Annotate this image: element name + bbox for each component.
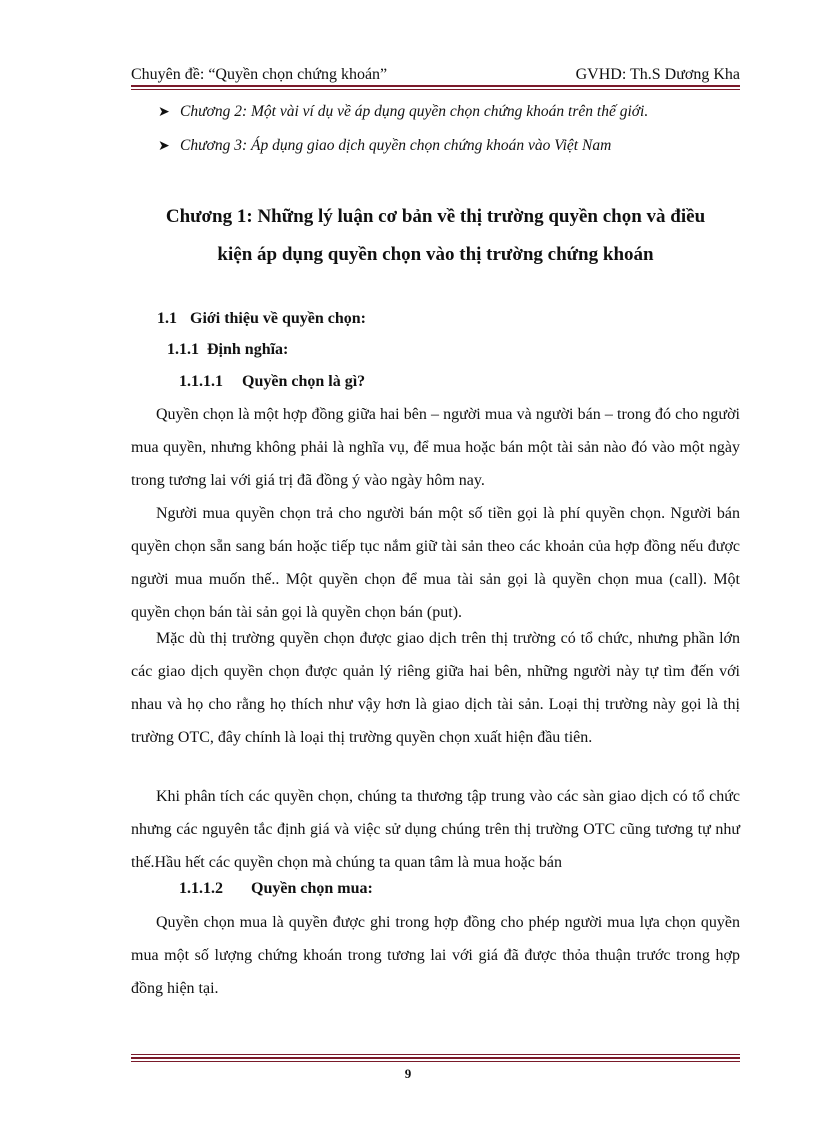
page-header <box>131 60 740 84</box>
chapter-list-item-text: Chương 3: Áp dụng giao dịch quyền chọn chứng khoán vào Việt Nam <box>180 137 612 154</box>
body-paragraph: Quyền chọn mua là quyền được ghi trong hợp đồng cho phép người mua lựa chọn quyền mua một số lượng chứng khoán trong tương lai với giá đã được thỏa thuận trước trong hợp đồng hiện tại. <box>131 914 740 997</box>
section-number: 1.1 <box>157 310 177 327</box>
section-number: 1.1.1.1 <box>179 373 223 390</box>
arrow-bullet-icon: ➤ <box>158 139 170 154</box>
header-topic: Chuyên đề: “Quyền chọn chứng khoán” <box>131 66 388 83</box>
section-number: 1.1.1 <box>167 341 199 358</box>
chapter-list-item <box>158 103 648 121</box>
section-heading-1-1 <box>157 310 366 328</box>
body-paragraph: Mặc dù thị trường quyền chọn được giao dịch trên thị trường có tổ chức, nhưng phần lớn các giao dịch quyền chọn được quản lý riêng giữa hai bên, những người này tự tìm đến với nhau và họ cho rằng họ thích như vậy hơn là giao dịch tài sản. Loại thị trường này gọi là thị trường OTC, đây chính là loại thị trường quyền chọn xuất hiện đầu tiên. <box>131 630 740 746</box>
section-heading-1-1-1-2 <box>179 880 373 898</box>
header-advisor: GVHD: Th.S Dương Kha <box>575 66 740 83</box>
body-paragraph: Khi phân tích các quyền chọn, chúng ta thương tập trung vào các sàn giao dịch có tổ chức nhưng các nguyên tắc định giá và việc sử dụng chúng trên thị trường OTC cũng tương tự như thế.Hầu hết các quyền chọn mà chúng ta quan tâm là mua hoặc bán <box>131 788 740 871</box>
footer-rule-middle <box>131 1057 740 1059</box>
chapter-list-item <box>158 137 611 155</box>
header-rule-thin <box>131 89 740 90</box>
footer-rule-top <box>131 1054 740 1055</box>
section-title: Định nghĩa: <box>207 341 289 358</box>
chapter-title-line-2: kiện áp dụng quyền chọn vào thị trường chứng khoán <box>217 244 654 265</box>
section-number: 1.1.1.2 <box>179 880 223 897</box>
section-title: Quyền chọn mua: <box>251 880 373 897</box>
arrow-bullet-icon: ➤ <box>158 105 170 120</box>
header-rule <box>131 85 740 87</box>
chapter-title-line-1: Chương 1: Những lý luận cơ bản về thị trường quyền chọn và điều <box>165 206 706 227</box>
section-heading-1-1-1-1 <box>179 373 365 391</box>
body-paragraph: Quyền chọn là một hợp đồng giữa hai bên – người mua và người bán – trong đó cho người mua quyền, nhưng không phải là nghĩa vụ, để mua hoặc bán một tài sản nào đó vào một ngày trong tương lai với giá trị đã đồng ý vào ngày hôm nay. <box>131 406 740 489</box>
section-heading-1-1-1 <box>167 341 288 359</box>
chapter-list-item-text: Chương 2: Một vài ví dụ về áp dụng quyền chọn chứng khoán trên thế giới. <box>180 103 649 120</box>
page-number: 9 <box>404 1066 412 1081</box>
section-title: Giới thiệu về quyền chọn: <box>190 310 366 327</box>
section-title: Quyền chọn là gì? <box>242 373 366 390</box>
footer-rule-bottom <box>131 1061 740 1062</box>
body-paragraph: Người mua quyền chọn trả cho người bán một số tiền gọi là phí quyền chọn. Người bán quyền chọn sẵn sang bán hoặc tiếp tục nắm giữ tài sản theo các khoản của hợp đồng nếu được người mua muốn thế.. Một quyền chọn để mua tài sản gọi là quyền chọn mua (call). Một quyền chọn bán tài sản gọi là quyền chọn bán (put). <box>131 505 740 621</box>
